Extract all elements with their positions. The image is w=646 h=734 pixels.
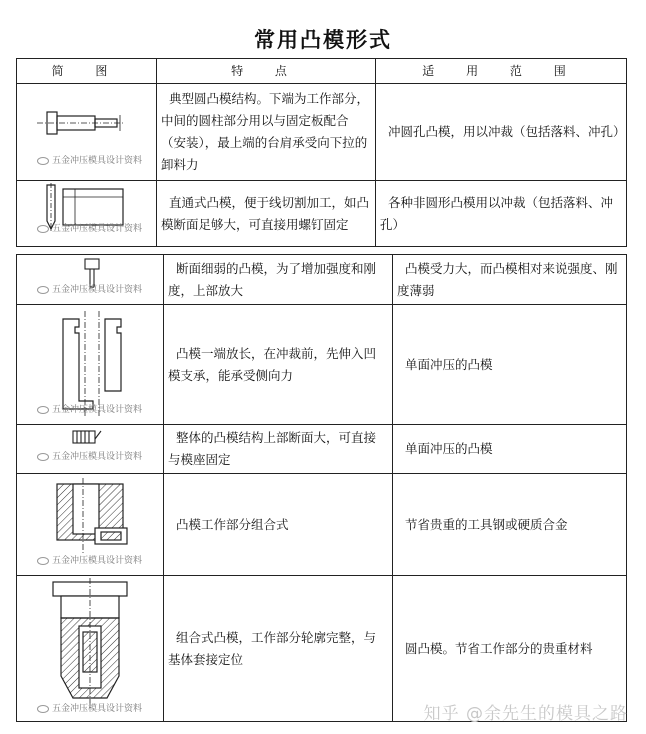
features-cell: 整体的凸模结构上部断面大，可直接与模座固定 [164,425,393,474]
usage-cell: 圆凸模。节省工作部分的贵重材料 [393,576,627,722]
usage-cell: 节省贵重的工具钢或硬质合金 [393,474,627,576]
header-figure: 简 图 [17,59,157,84]
figure-cell [17,181,157,247]
features-cell: 断面细弱的凸模，为了增加强度和刚度，上部放大 [164,255,393,305]
table-row [17,255,627,305]
table-header-row [17,59,627,84]
usage-cell: 单面冲压的凸模 [393,425,627,474]
table-row [17,305,627,425]
integral-punch-drawing [17,425,164,473]
figure-cell [17,255,164,305]
figure-cell [17,305,164,425]
usage-cell: 各种非圆形凸模用以冲裁（包括落料、冲孔） [376,181,627,247]
features-cell: 典型圆凸模结构。下端为工作部分，中间的圆柱部分用以与固定板配合（安装），最上端的台肩承受向下拉的卸料力 [157,84,376,181]
features-cell: 直通式凸模，便于线切割加工，如凸模断面足够大，可直接用螺钉固定 [157,181,376,247]
composite-sleeve-punch-drawing [17,576,164,722]
figure-watermark: 五金冲压模具设计资料 [37,156,142,166]
punch-table-part-2 [16,254,627,722]
usage-cell: 单面冲压的凸模 [393,305,627,425]
figure-watermark: 五金冲压模具设计资料 [37,452,142,462]
table-row [17,181,627,247]
punch-table-part-1 [16,58,627,247]
round-punch-drawing [17,84,157,181]
table-row [17,474,627,576]
figure-watermark: 五金冲压模具设计资料 [37,285,142,295]
usage-cell: 冲圆孔凸模，用以冲裁（包括落料、冲孔） [376,84,627,181]
straight-punch-drawing [17,181,157,247]
figure-cell [17,425,164,474]
figure-cell [17,474,164,576]
features-cell: 组合式凸模，工作部分轮廓完整，与基体套接定位 [164,576,393,722]
figure-cell [17,84,157,181]
header-features: 特 点 [157,59,376,84]
header-usage: 适 用 范 围 [376,59,627,84]
figure-watermark: 五金冲压模具设计资料 [37,556,142,566]
page-title: 常用凸模形式 [254,27,392,52]
source-watermark: 知乎 @余先生的模具之路 [423,704,628,724]
table-row [17,84,627,181]
figure-cell [17,576,164,722]
figure-watermark: 五金冲压模具设计资料 [37,704,142,714]
table-row [17,425,627,474]
features-cell: 凸模一端放长，在冲裁前，先伸入凹模支承，能承受侧向力 [164,305,393,425]
thin-punch-drawing [17,255,164,305]
usage-cell: 凸模受力大，而凸模相对来说强度、刚度薄弱 [393,255,627,305]
features-cell: 凸模工作部分组合式 [164,474,393,576]
figure-watermark: 五金冲压模具设计资料 [37,405,142,415]
figure-watermark: 五金冲压模具设计资料 [37,224,142,234]
